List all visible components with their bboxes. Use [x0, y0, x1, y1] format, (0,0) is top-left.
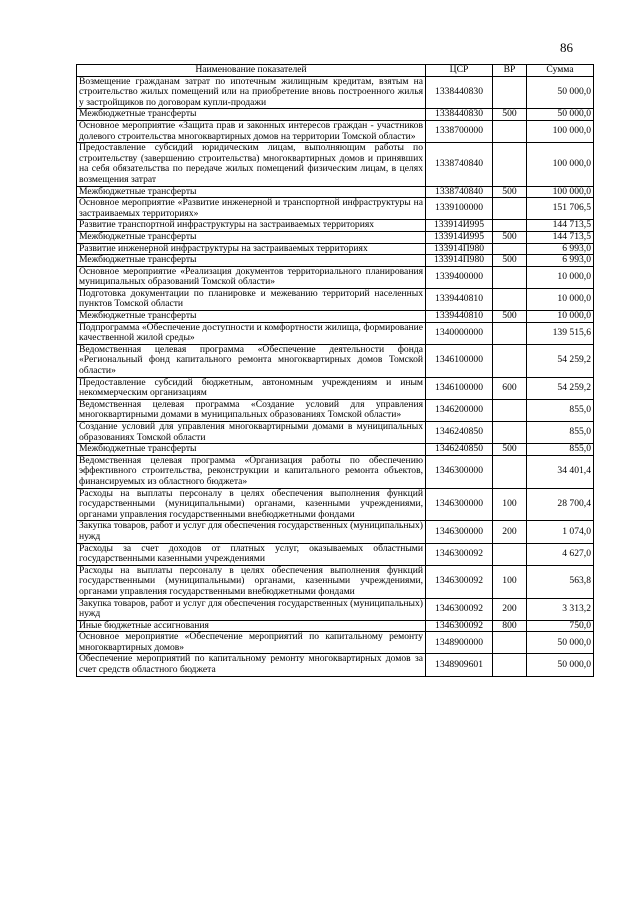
row-sum: 50 000,0 [527, 76, 594, 109]
row-vr: 100 [493, 565, 527, 598]
row-name: Основное мероприятие «Защита прав и законных интересов граждан - участников долевого строительства многоквартирных домов на территории Томской области» [77, 120, 426, 142]
row-name: Развитие транспортной инфраструктуры на застраиваемых территориях [77, 220, 426, 232]
row-sum: 144 713,5 [527, 220, 594, 232]
row-vr [493, 455, 527, 488]
row-csr: 133914И995 [426, 220, 493, 232]
row-vr: 100 [493, 488, 527, 521]
row-vr [493, 543, 527, 565]
row-name: Основное мероприятие «Обеспечение мероприятий по капитальному ремонту многоквартирных домов» [77, 632, 426, 654]
row-csr: 1339440810 [426, 288, 493, 310]
row-csr: 1346300000 [426, 455, 493, 488]
row-vr: 500 [493, 444, 527, 456]
row-sum: 100 000,0 [527, 186, 594, 198]
row-name: Предоставление субсидий юридическим лицам, выполняющим работы по строительству (завершению строительства) многоквартирных домов и принявших на себя обязательства по передаче жилых помещений физическим лицам, в целях возмещения затрат [77, 143, 426, 186]
row-csr: 1346300092 [426, 620, 493, 632]
row-sum: 855,0 [527, 444, 594, 456]
row-vr [493, 422, 527, 444]
row-name: Подготовка документации по планировке и межеванию территорий населенных пунктов Томской области [77, 288, 426, 310]
row-sum: 855,0 [527, 399, 594, 421]
table-row [77, 322, 594, 344]
row-name: Ведомственная целевая программа «Организация работы по обеспечению эффективного строительства, реконструкции и капитального ремонта объектов, финансируемых из областного бюджета» [77, 455, 426, 488]
row-name: Создание условий для управления многоквартирными домами в муниципальных образованиях Томской области [77, 422, 426, 444]
row-name: Межбюджетные трансферты [77, 109, 426, 121]
row-csr: 1338740840 [426, 186, 493, 198]
row-csr: 1339100000 [426, 198, 493, 220]
table-row [77, 311, 594, 323]
table-row [77, 198, 594, 220]
row-vr: 200 [493, 598, 527, 620]
header-csr: ЦСР [426, 65, 493, 77]
row-csr: 1339400000 [426, 266, 493, 288]
row-vr [493, 654, 527, 676]
row-vr: 500 [493, 255, 527, 267]
row-sum: 50 000,0 [527, 632, 594, 654]
row-name: Ведомственная целевая программа «Создание условий для управления многоквартирными домами в муниципальных образованиях Томской области» [77, 399, 426, 421]
row-sum: 54 259,2 [527, 377, 594, 399]
row-csr: 133914И995 [426, 231, 493, 243]
row-name: Основное мероприятие «Развитие инженерной и транспортной инфраструктуры на застраиваемых территориях» [77, 198, 426, 220]
table-row [77, 186, 594, 198]
row-csr: 1338440830 [426, 76, 493, 109]
row-vr [493, 288, 527, 310]
row-csr: 1346240850 [426, 422, 493, 444]
row-name: Предоставление субсидий бюджетным, автономным учреждениям и иным некоммерческим организациям [77, 377, 426, 399]
row-vr: 500 [493, 311, 527, 323]
row-name: Межбюджетные трансферты [77, 186, 426, 198]
row-vr [493, 344, 527, 377]
row-vr [493, 198, 527, 220]
row-vr: 600 [493, 377, 527, 399]
table-row [77, 444, 594, 456]
row-name: Возмещение гражданам затрат по ипотечным жилищным кредитам, взятым на строительство жилых помещений или на приобретение вновь построенного жилья у застройщиков по договорам купли-продажи [77, 76, 426, 109]
row-sum: 50 000,0 [527, 109, 594, 121]
table-row [77, 632, 594, 654]
row-sum: 10 000,0 [527, 266, 594, 288]
row-csr: 1346100000 [426, 377, 493, 399]
table-row [77, 521, 594, 543]
row-sum: 1 074,0 [527, 521, 594, 543]
row-sum: 144 713,5 [527, 231, 594, 243]
row-csr: 1348900000 [426, 632, 493, 654]
table-row [77, 255, 594, 267]
row-name: Расходы за счет доходов от платных услуг, оказываемых областными государственными казенными учреждениями [77, 543, 426, 565]
row-sum: 34 401,4 [527, 455, 594, 488]
table-row [77, 76, 594, 109]
row-csr: 1338740840 [426, 143, 493, 186]
row-csr: 1348909601 [426, 654, 493, 676]
table-body [77, 76, 594, 676]
table-row [77, 231, 594, 243]
row-vr [493, 399, 527, 421]
row-sum: 50 000,0 [527, 654, 594, 676]
table-row [77, 266, 594, 288]
row-vr [493, 322, 527, 344]
page-number: 86 [560, 40, 573, 55]
row-vr [493, 266, 527, 288]
row-name: Межбюджетные трансферты [77, 231, 426, 243]
table-row [77, 243, 594, 255]
table-row [77, 455, 594, 488]
row-name: Развитие инженерной инфраструктуры на застраиваемых территориях [77, 243, 426, 255]
row-csr: 1346300000 [426, 521, 493, 543]
budget-table [76, 64, 594, 677]
row-sum: 100 000,0 [527, 120, 594, 142]
table-row [77, 598, 594, 620]
table-row [77, 399, 594, 421]
header-name: Наименование показателей [77, 65, 426, 77]
row-sum: 6 993,0 [527, 255, 594, 267]
row-vr [493, 632, 527, 654]
row-sum: 100 000,0 [527, 143, 594, 186]
row-sum: 563,8 [527, 565, 594, 598]
row-vr: 800 [493, 620, 527, 632]
row-csr: 133914П980 [426, 243, 493, 255]
row-sum: 10 000,0 [527, 311, 594, 323]
row-sum: 28 700,4 [527, 488, 594, 521]
row-csr: 1346300092 [426, 598, 493, 620]
row-sum: 10 000,0 [527, 288, 594, 310]
row-csr: 1346300092 [426, 543, 493, 565]
row-csr: 1340000000 [426, 322, 493, 344]
row-sum: 4 627,0 [527, 543, 594, 565]
row-csr: 1346300000 [426, 488, 493, 521]
table-row [77, 565, 594, 598]
row-csr: 1346240850 [426, 444, 493, 456]
row-csr: 133914П980 [426, 255, 493, 267]
row-sum: 151 706,5 [527, 198, 594, 220]
table-row [77, 488, 594, 521]
table-row [77, 109, 594, 121]
table-row [77, 543, 594, 565]
row-csr: 1339440810 [426, 311, 493, 323]
table-row [77, 344, 594, 377]
row-vr [493, 76, 527, 109]
table-row [77, 143, 594, 186]
row-vr [493, 143, 527, 186]
row-csr: 1338440830 [426, 109, 493, 121]
row-csr: 1346300092 [426, 565, 493, 598]
row-vr [493, 220, 527, 232]
row-name: Расходы на выплаты персоналу в целях обеспечения выполнения функций государственными (муниципальными) органами, казенными учреждениями, органами управления государственными внебюджетными фондами [77, 565, 426, 598]
table-header-row [77, 65, 594, 77]
row-sum: 139 515,6 [527, 322, 594, 344]
row-name: Закупка товаров, работ и услуг для обеспечения государственных (муниципальных) нужд [77, 521, 426, 543]
row-sum: 54 259,2 [527, 344, 594, 377]
row-name: Закупка товаров, работ и услуг для обеспечения государственных (муниципальных) нужд [77, 598, 426, 620]
table-row [77, 654, 594, 676]
row-vr [493, 243, 527, 255]
row-name: Обеспечение мероприятий по капитальному ремонту многоквартирных домов за счет средств областного бюджета [77, 654, 426, 676]
row-name: Межбюджетные трансферты [77, 311, 426, 323]
table-row [77, 422, 594, 444]
table-row [77, 288, 594, 310]
row-sum: 6 993,0 [527, 243, 594, 255]
row-name: Расходы на выплаты персоналу в целях обеспечения выполнения функций государственными (муниципальными) органами, казенными учреждениями, органами управления государственными внебюджетными фондами [77, 488, 426, 521]
row-name: Межбюджетные трансферты [77, 444, 426, 456]
row-csr: 1346200000 [426, 399, 493, 421]
table-row [77, 120, 594, 142]
row-sum: 3 313,2 [527, 598, 594, 620]
row-sum: 750,0 [527, 620, 594, 632]
row-csr: 1338700000 [426, 120, 493, 142]
row-vr: 500 [493, 231, 527, 243]
row-name: Основное мероприятие «Реализация документов территориального планирования муниципальных образований Томской области» [77, 266, 426, 288]
row-name: Межбюджетные трансферты [77, 255, 426, 267]
row-name: Подпрограмма «Обеспечение доступности и комфортности жилища, формирование качественной жилой среды» [77, 322, 426, 344]
row-vr: 200 [493, 521, 527, 543]
header-vr: ВР [493, 65, 527, 77]
row-name: Иные бюджетные ассигнования [77, 620, 426, 632]
row-csr: 1346100000 [426, 344, 493, 377]
row-vr [493, 120, 527, 142]
table-row [77, 377, 594, 399]
table-row [77, 620, 594, 632]
table-row [77, 220, 594, 232]
row-vr: 500 [493, 109, 527, 121]
row-name: Ведомственная целевая программа «Обеспечение деятельности фонда «Региональный фонд капитального ремонта многоквартирных домов Томской области» [77, 344, 426, 377]
row-sum: 855,0 [527, 422, 594, 444]
header-sum: Сумма [527, 65, 594, 77]
row-vr: 500 [493, 186, 527, 198]
